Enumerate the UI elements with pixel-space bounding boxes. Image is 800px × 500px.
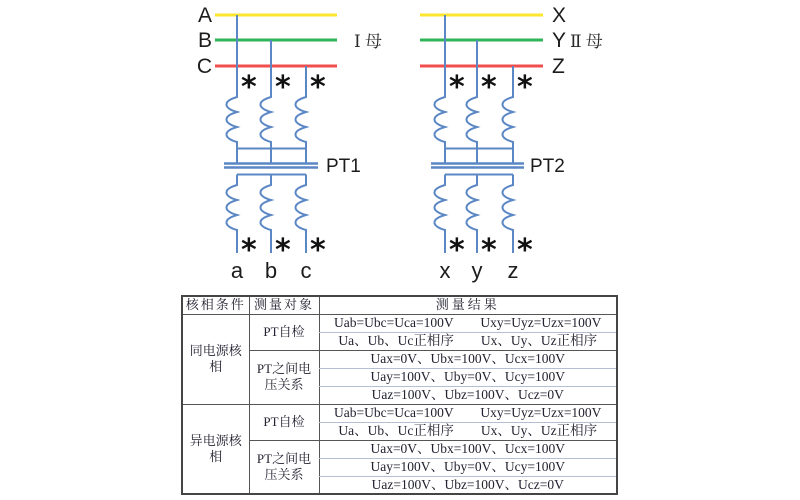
result-cell: Uax=0V、Ubx=100V、Ucx=100V: [319, 350, 617, 368]
result-cell: Uaz=100V、Ubz=100V、Ucz=0V: [319, 386, 617, 404]
measurement-table: [181, 295, 618, 495]
condition-cell-same-source: 同电源核相: [182, 314, 249, 404]
polarity-mark-icon: *: [241, 70, 257, 105]
phase-c-label: C: [196, 55, 212, 78]
pt1-secondary-wire-b: [261, 175, 272, 254]
bus-lines-left: [215, 15, 337, 66]
bus1-name-label: Ⅰ 母: [354, 32, 382, 51]
polarity-mark-icon: *: [241, 233, 257, 268]
pt2-primary-wire-y: [467, 40, 478, 163]
pt1-secondary-wire-a: [227, 175, 238, 254]
pt2-secondary-wire-y: [467, 175, 478, 254]
phase-b-label: B: [197, 29, 212, 52]
phase-z-label: Z: [552, 55, 565, 78]
polarity-mark-icon: *: [481, 70, 497, 105]
phase-a-label: A: [197, 4, 212, 27]
header-result: 测量结果: [319, 296, 617, 314]
table-header-row: [182, 296, 617, 314]
secondary-b-label: b: [264, 258, 278, 283]
secondary-c-label: c: [300, 258, 312, 283]
secondary-y-label: y: [471, 258, 483, 283]
secondary-z-label: z: [507, 258, 519, 283]
pt1-primary-wire-b: [261, 40, 272, 163]
measurement-table-container: [181, 295, 618, 495]
table-row: [182, 404, 617, 422]
object-cell-pt-voltage-relation: PT之间电压关系: [249, 350, 319, 404]
result-cell: Ua、Ub、Uc正相序 Ux、Uy、Uz正相序: [319, 332, 617, 350]
polarity-mark-icon: *: [449, 70, 465, 105]
pt1-primary-wire-a: [227, 15, 238, 163]
pt2-label: PT2: [530, 156, 565, 177]
result-cell: Uab=Ubc=Uca=100V Uxy=Uyz=Uzx=100V: [319, 314, 617, 332]
polarity-mark-icon: *: [275, 233, 291, 268]
polarity-mark-icon: *: [310, 70, 326, 105]
phase-y-label: Y: [552, 29, 567, 52]
object-cell-pt-voltage-relation: PT之间电压关系: [249, 440, 319, 494]
pt2-secondary-wire-x: [435, 175, 446, 254]
polarity-mark-icon: *: [517, 70, 533, 105]
result-cell: Uaz=100V、Ubz=100V、Ucz=0V: [319, 476, 617, 494]
polarity-mark-icon: *: [449, 233, 465, 268]
result-cell: Uax=0V、Ubx=100V、Ucx=100V: [319, 440, 617, 458]
pt1-label: PT1: [326, 156, 361, 177]
condition-cell-diff-source: 异电源核相: [182, 404, 249, 494]
pt1-secondary-wire-c: [296, 175, 307, 254]
result-cell: Uab=Ubc=Uca=100V Uxy=Uyz=Uzx=100V: [319, 404, 617, 422]
polarity-mark-icon: *: [275, 70, 291, 105]
secondary-a-label: a: [230, 258, 244, 283]
pt2-wires: [431, 15, 524, 253]
bus2-name-label: Ⅱ 母: [570, 32, 603, 51]
secondary-x-label: x: [439, 258, 451, 283]
polarity-mark-icon: *: [517, 233, 533, 268]
polarity-mark-icon: *: [310, 233, 326, 268]
result-cell: Uay=100V、Uby=0V、Ucy=100V: [319, 458, 617, 476]
phase-x-label: X: [552, 4, 567, 27]
polarity-marks: [241, 70, 533, 268]
polarity-mark-icon: *: [481, 233, 497, 268]
object-cell-pt-selfcheck: PT自检: [249, 404, 319, 440]
header-condition: 核相条件: [182, 296, 249, 314]
bus-lines-right: [420, 15, 543, 66]
pt1-wires: [224, 15, 318, 253]
pt2-secondary-wire-z: [503, 175, 514, 254]
header-object: 测量对象: [249, 296, 319, 314]
result-cell: Uay=100V、Uby=0V、Ucy=100V: [319, 368, 617, 386]
result-cell: Ua、Ub、Uc正相序 Ux、Uy、Uz正相序: [319, 422, 617, 440]
table-row: [182, 314, 617, 332]
pt2-primary-wire-x: [435, 15, 446, 163]
object-cell-pt-selfcheck: PT自检: [249, 314, 319, 350]
